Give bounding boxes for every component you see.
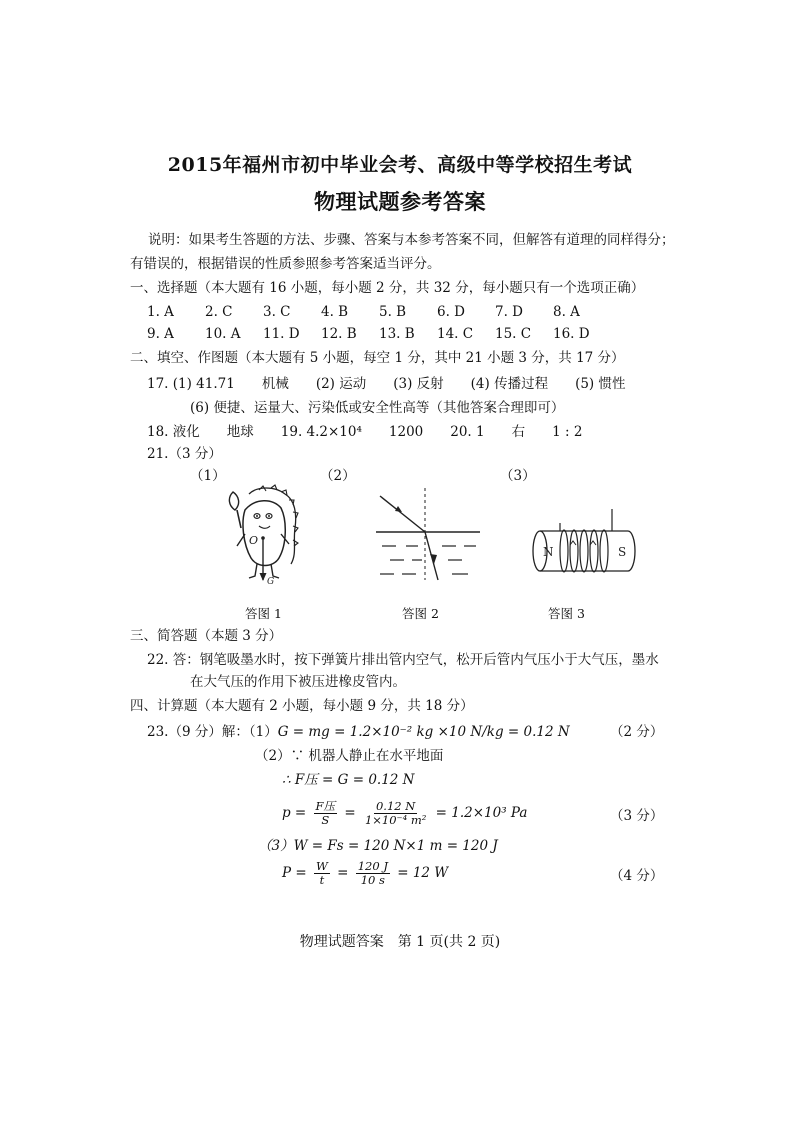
pressure-result: = 1.2×10³ Pa <box>431 805 528 821</box>
fraction-denominator: t <box>319 873 325 887</box>
equals-sign: = <box>332 865 353 881</box>
power-formula <box>282 858 448 888</box>
figure-2-refraction <box>372 484 482 584</box>
section-3-heading: 三、简答题（本题 3 分） <box>130 628 283 644</box>
mc-answer: 16. D <box>553 326 590 342</box>
power-fraction-1 <box>314 860 330 887</box>
note-line-1: 说明：如果考生答题的方法、步骤、答案与本参考答案不同，但解答有道理的同样得分； <box>148 232 675 248</box>
note-line-2: 有错误的，根据错误的性质参照参考答案适当评分。 <box>130 256 441 272</box>
q22-line-2: 在大气压的作用下被压进橡皮管内。 <box>190 674 406 690</box>
n-pole-label: N <box>543 545 554 559</box>
mc-answers-row-2 <box>147 324 607 344</box>
mc-answer: 13. B <box>379 326 415 342</box>
mc-answer: 9. A <box>147 326 174 342</box>
page-subtitle: 物理试题参考答案 <box>314 189 486 214</box>
figure-1-caption: 答图 1 <box>245 606 282 621</box>
pressure-fraction-2 <box>363 800 428 827</box>
fraction-numerator: F压 <box>315 799 336 813</box>
page-footer: 物理试题答案 第 1 页(共 2 页) <box>299 934 501 950</box>
q23-line-2: （2）∵ 机器人静止在水平地面 <box>255 748 444 764</box>
equals-sign: = <box>340 805 360 821</box>
mc-answer: 15. C <box>495 326 532 342</box>
mc-answer: 4. B <box>321 304 349 320</box>
figure-1-label: （1） <box>190 468 226 484</box>
figure-2-label: （2） <box>320 468 356 484</box>
mc-answer: 11. D <box>263 326 300 342</box>
section-2-heading: 二、填空、作图题（本大题有 5 小题，每空 1 分，其中 21 小题 3 分，共 17 分） <box>130 350 625 366</box>
fraction-numerator: 120 J <box>357 859 388 873</box>
power-result: = 12 W <box>392 865 449 881</box>
mc-answer: 5. B <box>379 304 407 320</box>
mc-answer: 6. D <box>437 304 465 320</box>
pressure-formula <box>282 798 527 828</box>
q23-line-1 <box>147 722 570 742</box>
q23-heading: 23.（9 分）解：（1） <box>147 724 278 740</box>
gravity-formula: G = mg = 1.2×10⁻² kg ×10 N/kg = 0.12 N <box>277 724 570 740</box>
mc-answer: 8. A <box>553 304 580 320</box>
score-3: （4 分） <box>610 868 664 884</box>
g-label: G <box>267 577 275 587</box>
score-2: （3 分） <box>610 808 664 824</box>
figure-3-solenoid <box>530 505 640 585</box>
s-pole-label: S <box>618 545 627 559</box>
power-lhs: P = <box>282 865 311 881</box>
pressure-lhs: p = <box>282 805 311 821</box>
q23-line-3: ∴ F压 = G = 0.12 N <box>282 772 415 788</box>
mc-answer: 10. A <box>205 326 241 342</box>
section-1-heading: 一、选择题（本大题有 16 小题，每小题 2 分，共 32 分，每小题只有一个选项正确） <box>130 280 645 296</box>
mc-answer: 12. B <box>321 326 357 342</box>
figure-2-caption: 答图 2 <box>402 606 439 621</box>
figure-1-mascot <box>215 484 310 589</box>
pressure-fraction-1 <box>314 800 337 827</box>
o-label: O <box>249 534 259 547</box>
mc-answer: 3. C <box>263 304 291 320</box>
q23-line-5: （3）W = Fs = 120 N×1 m = 120 J <box>258 838 498 854</box>
fraction-denominator: 10 s <box>360 873 385 887</box>
power-fraction-2 <box>356 860 390 887</box>
mc-answer: 14. C <box>437 326 474 342</box>
section-4-heading: 四、计算题（本大题有 2 小题，每小题 9 分，共 18 分） <box>130 698 474 714</box>
q21-heading: 21.（3 分） <box>147 446 222 462</box>
mc-answer: 7. D <box>495 304 523 320</box>
q22-line-1: 22. 答：钢笔吸墨水时，按下弹簧片排出管内空气，松开后管内气压小于大气压，墨水 <box>147 652 659 668</box>
mc-answer: 2. C <box>205 304 233 320</box>
fraction-denominator: 1×10⁻⁴ m² <box>364 813 427 827</box>
figure-3-caption: 答图 3 <box>548 606 585 621</box>
q17-line-2: (6) 便捷、运量大、污染低或安全性高等（其他答案合理即可） <box>190 400 565 416</box>
fraction-numerator: W <box>315 859 328 873</box>
q17-line-1: 17. (1) 41.71 机械 (2) 运动 (3) 反射 (4) 传播过程 (5) 惯性 <box>147 376 626 392</box>
fraction-denominator: S <box>321 813 330 827</box>
q18-20-line: 18. 液化 地球 19. 4.2×10⁴ 1200 20. 1 右 1 : 2 <box>147 424 583 440</box>
score-1: （2 分） <box>610 724 664 740</box>
page-title: 2015年福州市初中毕业会考、高级中等学校招生考试 <box>167 154 633 176</box>
fraction-numerator: 0.12 N <box>375 799 416 813</box>
mc-answers-row-1 <box>147 302 607 322</box>
mc-answer: 1. A <box>147 304 174 320</box>
figure-3-label: （3） <box>500 468 536 484</box>
